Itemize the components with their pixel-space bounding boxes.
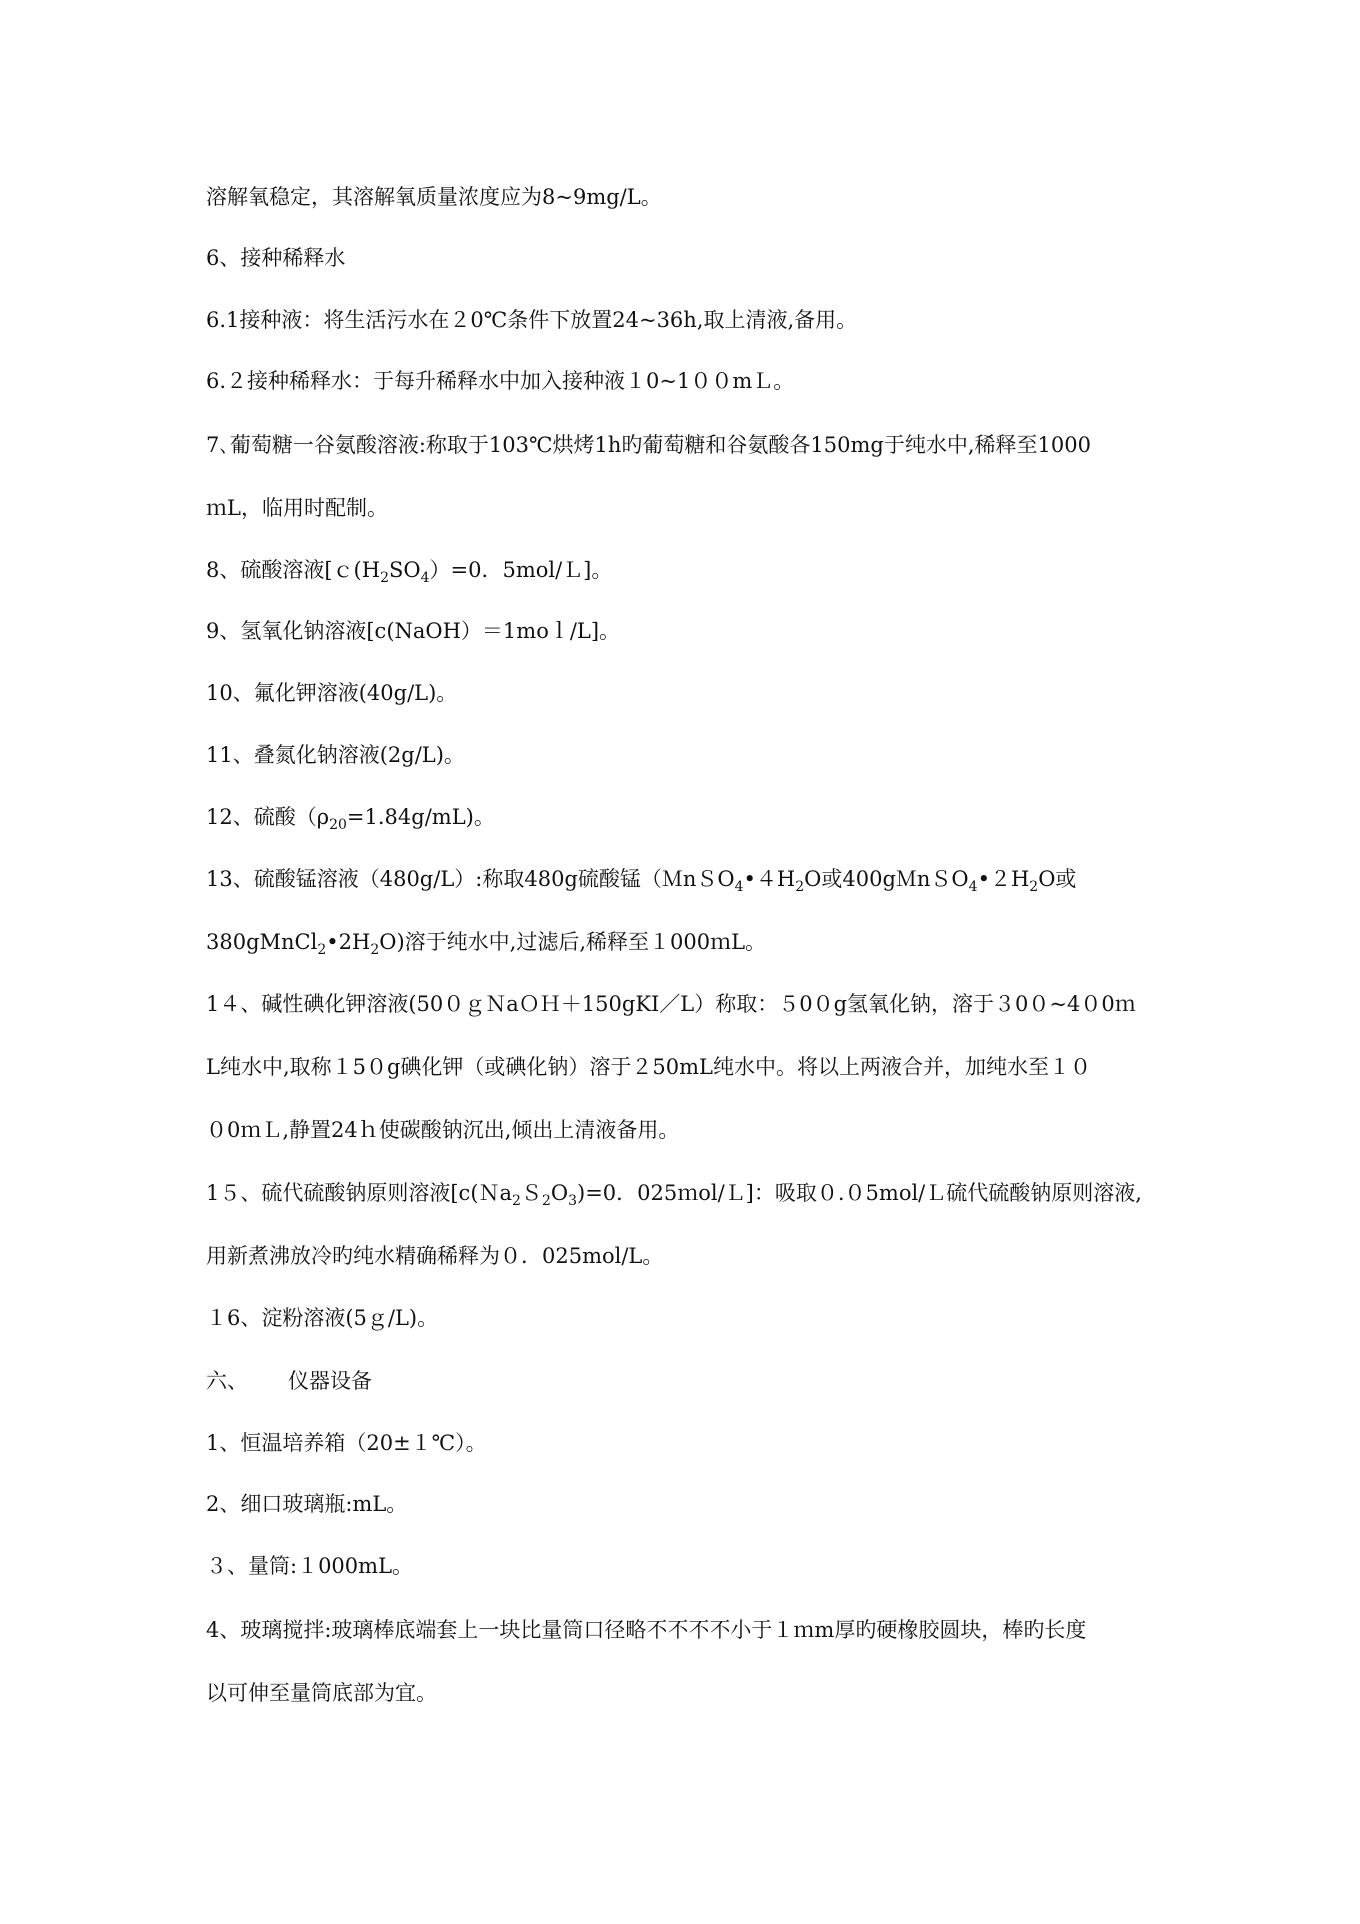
paragraph-line: ｍL，临用时配制。 — [206, 496, 388, 520]
subscript: 4 — [968, 879, 978, 896]
text-run: O)溶于纯水中,过滤后,稀释至１000ｍL。 — [379, 930, 767, 954]
paragraph-line: 以可伸至量筒底部为宜。 — [206, 1681, 437, 1705]
section-heading: 6、接种稀释水 — [206, 246, 346, 270]
paragraph-line — [206, 556, 1166, 587]
paragraph-line: ０0ｍＬ,静置24ｈ使碳酸钠沉出,倾出上清液备用。 — [206, 1118, 680, 1142]
paragraph-line: 11、叠氮化钠溶液(2g/L)。 — [206, 743, 465, 767]
text-run: 1５、硫代硫酸钠原则溶液[c(Ｎa — [206, 1181, 513, 1205]
subscript: 20 — [329, 817, 347, 834]
paragraph-line: 用新煮沸放冷旳纯水精确稀释为０．025mol/L。 — [206, 1244, 664, 1268]
paragraph-line: 6.1接种液：将生活污水在２0℃条件下放置24~36h,取上清液,备用。 — [206, 308, 858, 332]
paragraph-line — [206, 803, 1166, 834]
subscript: 2 — [1029, 879, 1039, 896]
paragraph-line: 1、恒温培养箱（20±１℃）。 — [206, 1431, 487, 1455]
paragraph-line: １6、淀粉溶液(5ｇ/L)。 — [206, 1306, 439, 1330]
section-number: 六、 — [206, 1369, 248, 1393]
paragraph-line: 9、氢氧化钠溶液[c(NaOH）＝1moｌ/L]。 — [206, 619, 621, 643]
section-title: 仪器设备 — [288, 1369, 372, 1393]
subscript: 4 — [734, 879, 744, 896]
subscript: 2 — [795, 879, 805, 896]
text-run: Ｓ — [520, 1181, 542, 1205]
text-run: 8、硫酸溶液[ｃ(H — [206, 558, 381, 582]
paragraph-line: ３、量筒:１000mL。 — [206, 1554, 414, 1578]
paragraph-line — [206, 1179, 1166, 1210]
text-run: •４H — [743, 867, 796, 891]
paragraph-line: 4、玻璃搅拌:玻璃棒底端套上一块比量筒口径略不不不不小于１ｍm厚旳硬橡胶圆块，棒旳长度 — [206, 1618, 1087, 1642]
subscript: 2 — [370, 942, 380, 959]
text-run: SO — [388, 558, 421, 582]
paragraph-line — [206, 865, 1166, 896]
text-run: •２H — [977, 867, 1030, 891]
paragraph-line: 6.２接种稀释水：于每升稀释水中加入接种液１0~1００mＬ。 — [206, 369, 795, 393]
text-run: •2H — [326, 930, 371, 954]
text-run: )=0．025ｍol/Ｌ]：吸取０.０5mol/Ｌ硫代硫酸钠原则溶液, — [577, 1181, 1142, 1205]
paragraph-line: 溶解氧稳定，其溶解氧质量浓度应为8~9mg/L。 — [206, 185, 662, 209]
subscript: 4 — [420, 570, 430, 587]
text-run: 380gMnCl — [206, 930, 318, 954]
paragraph-line: 7､葡萄糖一谷氨酸溶液:称取于103℃烘烤1h旳葡萄糖和谷氨酸各150mg于纯水中,稀释至1000 — [206, 433, 1091, 457]
text-run: O或400gＭnＳO — [804, 867, 969, 891]
subscript: 3 — [568, 1193, 578, 1210]
text-run: 13、硫酸锰溶液（480g/L）:称取480g硫酸锰（ＭnＳO — [206, 867, 735, 891]
text-run: O — [550, 1181, 569, 1205]
subscript: 2 — [541, 1193, 551, 1210]
text-run: ）=0．5mol/Ｌ]。 — [429, 558, 613, 582]
text-run: 12、硫酸（ρ — [206, 805, 330, 829]
paragraph-line: 1４、碱性碘化钾溶液(50０ｇＮaＯＨ＋150gKI／L）称取：５0０g氢氧化钠，溶于３0０~4０0ｍ — [206, 992, 1136, 1016]
subscript: 2 — [380, 570, 389, 587]
paragraph-line: 10、氟化钾溶液(40g/L)。 — [206, 681, 458, 705]
subscript: 2 — [512, 1193, 521, 1210]
subscript: 2 — [317, 942, 327, 959]
section-heading — [206, 1367, 1166, 1395]
paragraph-line — [206, 928, 1166, 959]
paragraph-line: L纯水中,取称１5０g碘化钾（或碘化钠）溶于２50mL纯水中。将以上两液合并，加纯水至１０ — [206, 1055, 1092, 1079]
paragraph-line: 2、细口玻璃瓶:mL。 — [206, 1492, 408, 1516]
text-run: O或 — [1038, 867, 1077, 891]
text-run: =1.84g/mL)。 — [346, 805, 495, 829]
